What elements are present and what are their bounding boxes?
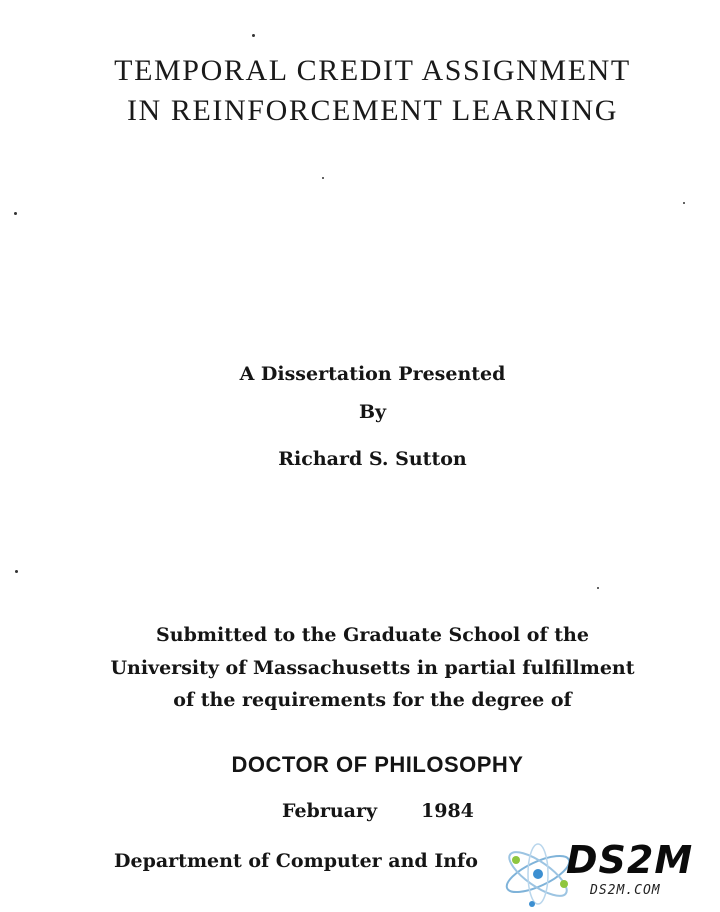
submission-line-2: University of Massachusetts in partial fulfillment: [110, 657, 635, 679]
scan-speck: [597, 587, 599, 589]
dissertation-presented-line: A Dissertation Presented: [239, 363, 506, 385]
scan-speck: [322, 177, 324, 179]
department-line: Department of Computer and Info: [114, 850, 478, 872]
author-name: Richard S. Sutton: [278, 448, 467, 470]
scan-speck: [252, 34, 255, 37]
watermark-logo-text: DS2M: [566, 838, 694, 882]
watermark-site-url: DS2M.COM: [590, 883, 661, 898]
scan-speck: [683, 202, 685, 204]
by-line: By: [358, 401, 387, 423]
scan-speck: [15, 570, 18, 573]
date-year: 1984: [421, 800, 474, 822]
submission-line-1: Submitted to the Graduate School of the: [156, 624, 589, 646]
date-month: February: [282, 800, 378, 822]
scan-speck: [14, 212, 17, 215]
date-line: [282, 800, 474, 822]
title-line-2: IN REINFORCEMENT LEARNING: [126, 94, 619, 127]
title-line-1: TEMPORAL CREDIT ASSIGNMENT: [114, 54, 631, 87]
degree-title: DOCTOR OF PHILOSOPHY: [231, 752, 524, 777]
submission-line-3: of the requirements for the degree of: [173, 689, 572, 711]
